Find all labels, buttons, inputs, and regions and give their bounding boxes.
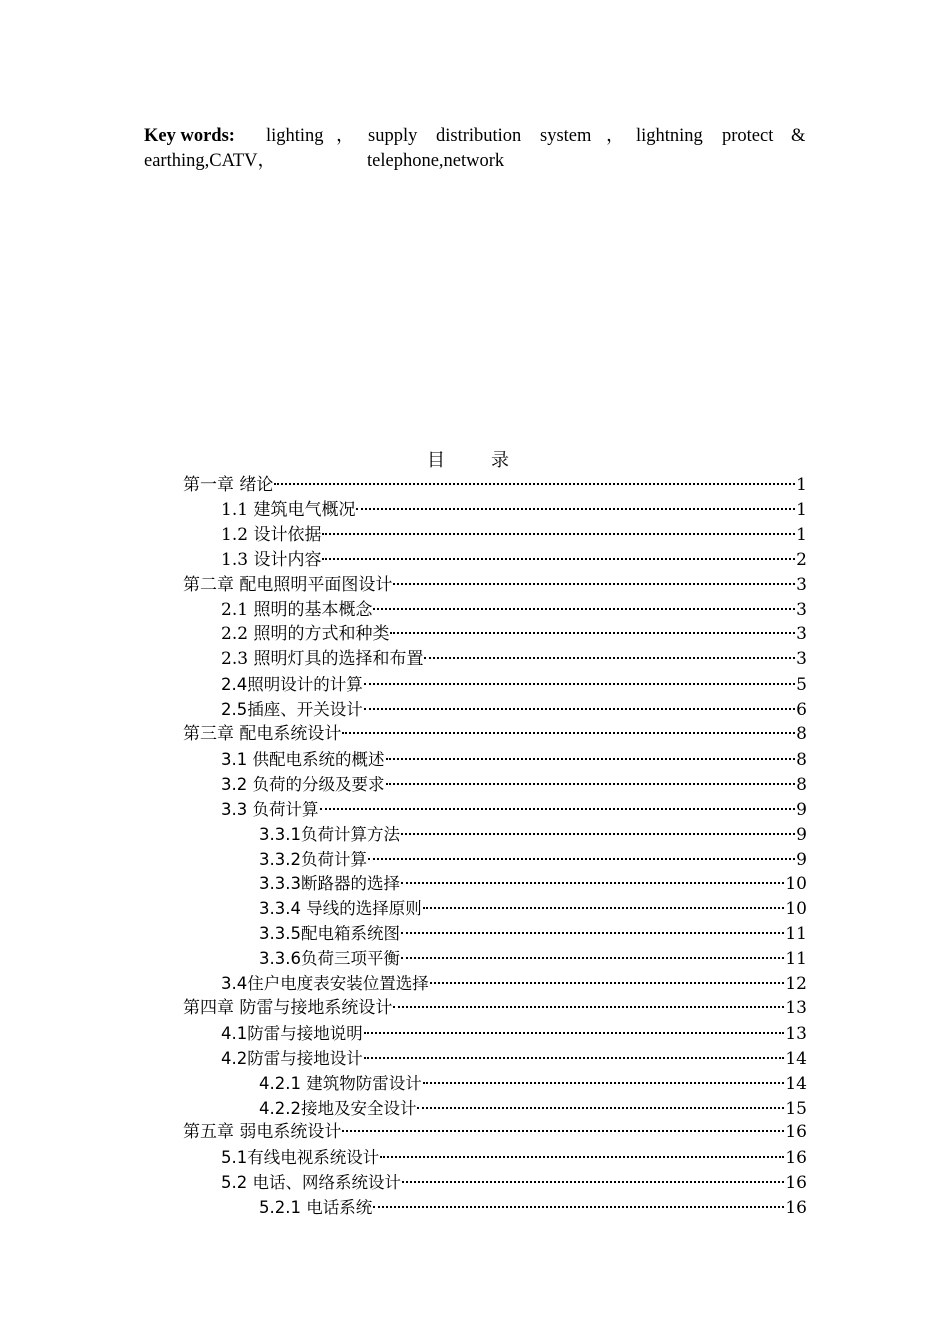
keywords-label: Key words: xyxy=(144,126,235,146)
toc-dot-leader xyxy=(364,1057,785,1059)
toc-dot-leader xyxy=(401,932,784,934)
toc-entry[interactable] xyxy=(221,1170,807,1195)
toc-entry[interactable] xyxy=(259,871,807,896)
toc-dot-leader xyxy=(342,1130,784,1132)
toc-entry-page: 1 xyxy=(796,475,807,495)
toc-entry[interactable] xyxy=(221,747,807,772)
toc-entry-page: 8 xyxy=(796,749,807,770)
toc-dot-leader xyxy=(393,583,795,585)
toc-dot-leader xyxy=(430,982,785,984)
keyword-text: supply xyxy=(368,126,418,146)
toc-entry-page: 11 xyxy=(785,924,807,945)
toc-entry-title: 第三章 配电系统设计 xyxy=(183,724,342,744)
toc-entry-page: 11 xyxy=(785,949,807,970)
toc-entry-title: 3.4住户电度表安装位置选择 xyxy=(221,974,429,993)
toc-entry-page: 6 xyxy=(796,700,807,721)
toc-dot-leader xyxy=(373,1206,784,1208)
toc-dot-leader xyxy=(423,907,785,909)
toc-entry[interactable] xyxy=(183,1120,807,1145)
toc-dot-leader xyxy=(401,957,784,959)
toc-entry-title: 2.2 照明的方式和种类 xyxy=(221,624,390,645)
toc-dot-leader xyxy=(364,708,795,710)
toc-entry-page: 12 xyxy=(785,974,807,994)
toc-entry[interactable] xyxy=(221,1046,807,1071)
toc-dot-leader xyxy=(342,732,795,734)
toc-entry[interactable] xyxy=(221,1145,807,1170)
toc-entry-title: 2.3 照明灯具的选择和布置 xyxy=(221,649,424,670)
toc-dot-leader xyxy=(393,1006,784,1008)
toc-entry-page: 16 xyxy=(785,1198,807,1219)
keywords-line-1 xyxy=(144,124,806,149)
toc-entry-title: 3.3.4 导线的选择原则 xyxy=(259,899,422,919)
toc-entry[interactable] xyxy=(259,1071,807,1096)
toc-entry-page: 1 xyxy=(796,499,807,520)
toc-entry-title: 4.2.2接地及安全设计 xyxy=(259,1098,417,1118)
toc-entry-page: 9 xyxy=(796,849,807,870)
toc-entry-title: 5.2.1 电话系统 xyxy=(259,1198,373,1218)
toc-entry-title: 2.4照明设计的计算 xyxy=(221,675,363,695)
keyword-text: lighting xyxy=(266,126,324,146)
toc-entry[interactable] xyxy=(183,473,807,498)
toc-entry[interactable] xyxy=(259,822,807,847)
toc-entry[interactable] xyxy=(221,598,807,623)
toc-entry-page: 10 xyxy=(785,899,807,920)
toc-dot-leader xyxy=(368,858,795,860)
toc-entry-page: 16 xyxy=(785,1122,807,1143)
keyword-text: distribution xyxy=(436,126,522,146)
keyword-text: system xyxy=(540,126,592,146)
toc-entry-title: 4.2.1 建筑物防雷设计 xyxy=(259,1073,422,1093)
toc-entry[interactable] xyxy=(221,622,807,647)
toc-entry-page: 14 xyxy=(785,1073,807,1094)
keyword-text: & xyxy=(791,126,806,146)
toc-dot-leader xyxy=(320,808,796,810)
toc-entry-page: 2 xyxy=(796,549,807,570)
toc-entry-title: 1.1 建筑电气概况 xyxy=(221,499,356,520)
toc-entry-page: 9 xyxy=(796,824,807,845)
toc-entry-title: 4.1防雷与接地说明 xyxy=(221,1023,363,1043)
keywords-line-2 xyxy=(144,149,806,174)
toc-entry[interactable] xyxy=(259,921,807,946)
toc-entry-page: 3 xyxy=(796,624,807,645)
toc-dot-leader xyxy=(424,657,795,659)
toc-entry[interactable] xyxy=(221,498,807,523)
toc-entry-page: 13 xyxy=(785,1023,807,1044)
toc-entry-title: 2.1 照明的基本概念 xyxy=(221,599,373,620)
toc-dot-leader xyxy=(322,533,795,535)
toc-entry[interactable] xyxy=(183,573,807,598)
toc-entry-page: 9 xyxy=(796,799,807,820)
toc-dot-leader xyxy=(417,1107,784,1109)
toc-entry-title: 第四章 防雷与接地系统设计 xyxy=(183,997,393,1018)
toc-entry[interactable] xyxy=(221,548,807,573)
keyword-text: protect xyxy=(722,126,774,146)
toc-entry[interactable] xyxy=(183,722,807,747)
toc-entry-title: 5.1有线电视系统设计 xyxy=(221,1148,380,1168)
toc-entry[interactable] xyxy=(259,1195,807,1220)
toc-dot-leader xyxy=(401,882,784,884)
toc-dot-leader xyxy=(401,833,795,835)
toc-entry-page: 13 xyxy=(785,997,807,1018)
toc-entry[interactable] xyxy=(221,697,807,722)
keywords-block xyxy=(144,124,806,174)
toc-entry[interactable] xyxy=(259,847,807,872)
toc-entry[interactable] xyxy=(221,523,807,548)
keyword-separator: ， xyxy=(606,126,625,146)
toc-entry[interactable] xyxy=(221,797,807,822)
toc-entry-page: 5 xyxy=(796,675,807,696)
toc-entry-title: 1.3 设计内容 xyxy=(221,549,322,570)
keyword-text: earthing,CATV， xyxy=(144,151,277,171)
toc-dot-leader xyxy=(364,1032,785,1034)
toc-entry-title: 3.3 负荷计算 xyxy=(221,799,319,819)
toc-entry-page: 1 xyxy=(796,524,807,545)
toc-entry[interactable] xyxy=(259,1096,807,1121)
toc-dot-leader xyxy=(386,783,796,785)
toc-entry-page: 10 xyxy=(785,874,807,895)
toc-entry-title: 3.1 供配电系统的概述 xyxy=(221,749,385,769)
toc-entry-title: 3.3.6负荷三项平衡 xyxy=(259,949,400,969)
toc-entry-page: 8 xyxy=(796,724,807,744)
toc-entry-title: 3.3.1负荷计算方法 xyxy=(259,824,400,844)
keyword-text: lightning xyxy=(636,126,703,146)
toc-entry-title: 3.3.3断路器的选择 xyxy=(259,874,400,894)
toc-dot-leader xyxy=(274,483,795,485)
toc-dot-leader xyxy=(380,1156,784,1158)
toc-dot-leader xyxy=(390,632,795,634)
toc-entry[interactable] xyxy=(183,996,807,1021)
toc-entry-page: 14 xyxy=(785,1048,807,1069)
toc-entry-page: 16 xyxy=(785,1148,807,1169)
toc-entry-page: 15 xyxy=(785,1098,807,1119)
toc-entry-title: 第二章 配电照明平面图设计 xyxy=(183,574,393,595)
toc-entry-title: 3.3.5配电箱系统图 xyxy=(259,924,400,944)
toc-entry-page: 8 xyxy=(796,774,807,795)
toc-entry-title: 2.5插座、开关设计 xyxy=(221,700,363,720)
toc-entry-title: 第五章 弱电系统设计 xyxy=(183,1122,342,1143)
toc-dot-leader xyxy=(364,683,795,685)
keyword-separator: ， xyxy=(336,126,355,146)
toc-dot-leader xyxy=(423,1082,785,1084)
toc-entry-page: 3 xyxy=(796,649,807,670)
toc-dot-leader xyxy=(373,608,795,610)
toc-dot-leader xyxy=(322,558,795,560)
toc-entry[interactable] xyxy=(221,971,807,996)
toc-entry-page: 3 xyxy=(796,599,807,620)
toc-entry[interactable] xyxy=(221,647,807,672)
toc-entry[interactable] xyxy=(259,896,807,921)
toc-entry[interactable] xyxy=(221,1021,807,1046)
toc-entry[interactable] xyxy=(221,772,807,797)
toc-entry-page: 3 xyxy=(796,574,807,595)
toc-entry-page: 16 xyxy=(785,1173,807,1194)
toc-title: 目 录 xyxy=(427,450,523,471)
keyword-text: telephone,network xyxy=(367,151,505,171)
toc-entry-title: 1.2 设计依据 xyxy=(221,524,322,545)
toc-entry-title: 4.2防雷与接地设计 xyxy=(221,1048,363,1068)
toc-entry[interactable] xyxy=(259,946,807,971)
toc-entry-title: 3.3.2负荷计算 xyxy=(259,849,367,869)
toc-entry-title: 第一章 绪论 xyxy=(183,475,274,495)
toc-entry[interactable] xyxy=(221,672,807,697)
toc-dot-leader xyxy=(402,1181,784,1183)
toc-dot-leader xyxy=(356,508,795,510)
toc-entry-title: 5.2 电话、网络系统设计 xyxy=(221,1173,401,1193)
toc-dot-leader xyxy=(386,758,796,760)
toc-entry-title: 3.2 负荷的分级及要求 xyxy=(221,774,385,794)
